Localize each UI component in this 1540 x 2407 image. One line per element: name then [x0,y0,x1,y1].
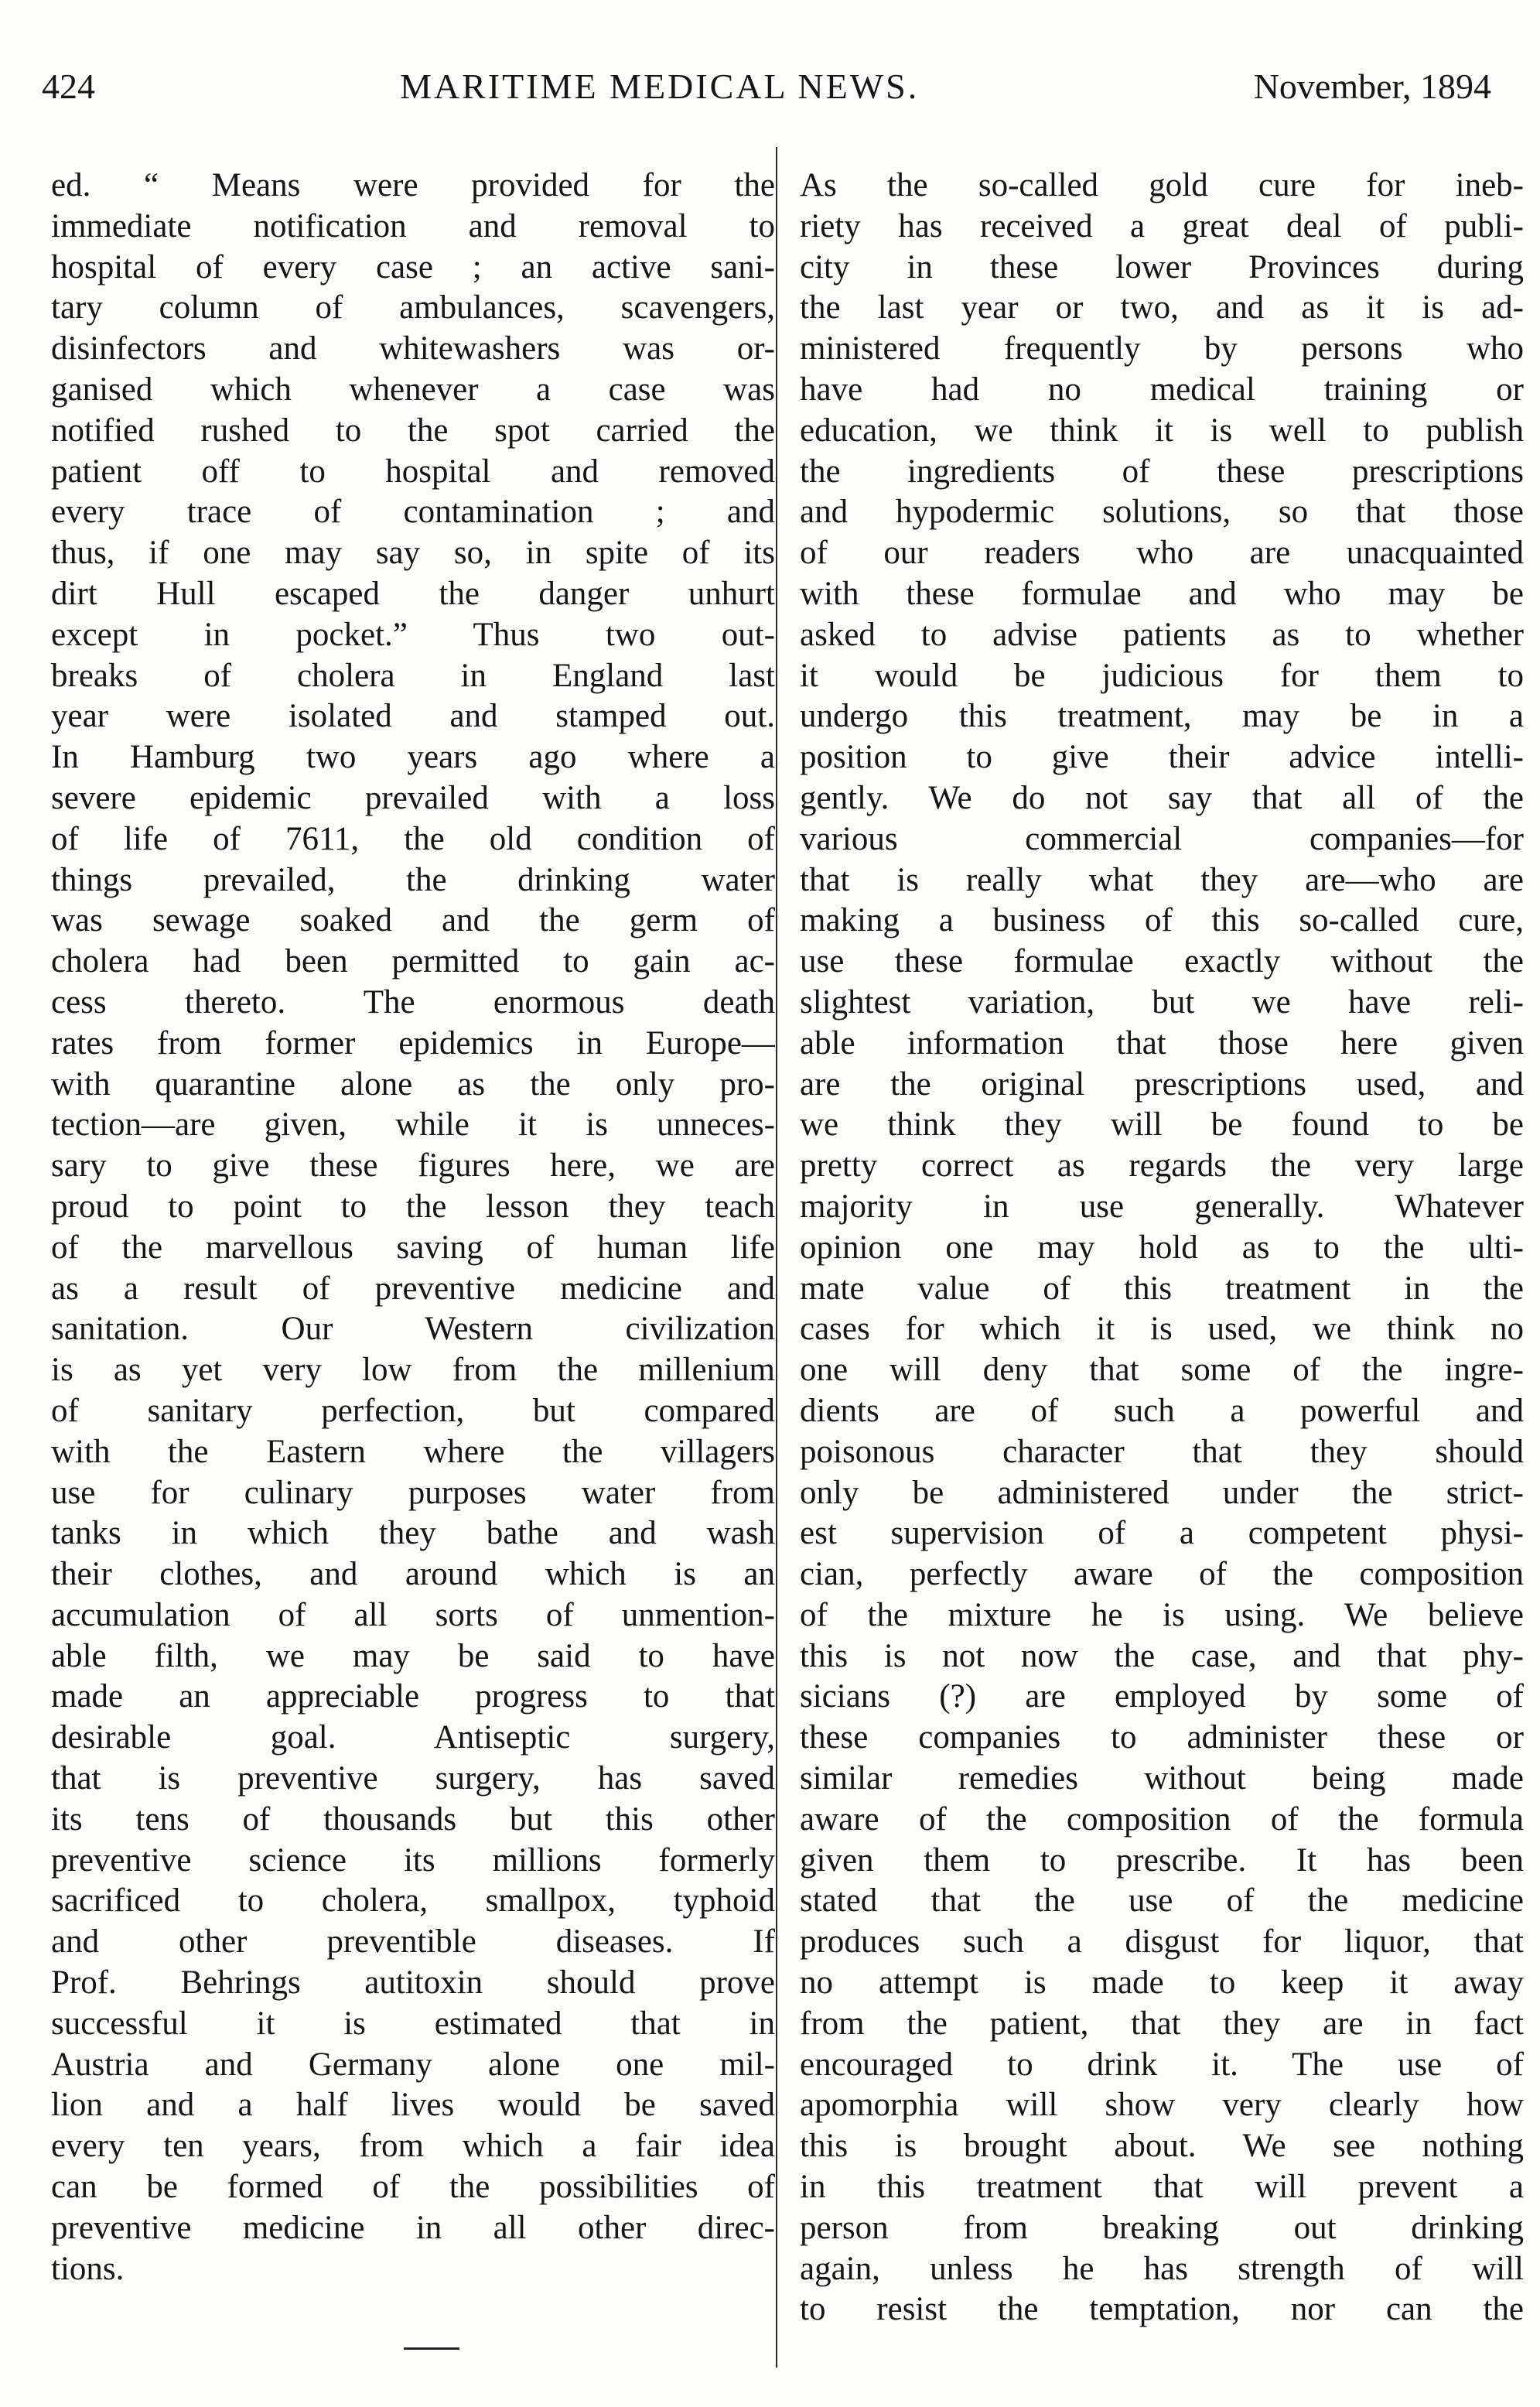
text-line: city in these lower Provinces during [800,248,1524,285]
text-line: from the patient, that they are in fact [800,2005,1524,2042]
text-line: one will deny that some of the ingre- [800,1352,1524,1389]
text-line: ministered frequently by persons who [800,330,1524,368]
text-line: thus, if one may say so, in spite of its [51,535,775,572]
text-line: of our readers who are unacquainted [800,535,1524,572]
text-line: breaks of cholera in England last [51,657,775,694]
page-number: 424 [42,67,95,106]
text-line: have had no medical training or [800,371,1524,408]
text-line: cases for which it is used, we think no [800,1311,1524,1348]
text-line: cess thereto. The enormous death [51,983,775,1021]
text-line: that is preventive surgery, has saved [51,1760,775,1797]
text-line: able filth, we may be said to have [51,1637,775,1674]
text-line: we think they will be found to be [800,1106,1524,1144]
text-line: various commercial companies—for [800,820,1524,857]
text-line: with quarantine alone as the only pro- [51,1065,775,1103]
text-line: made an appreciable progress to that [51,1678,775,1715]
text-line: able information that those here given [800,1024,1524,1062]
text-line: severe epidemic prevailed with a loss [51,779,775,816]
running-header [40,65,1494,119]
text-line: rates from former epidemics in Europe— [51,1024,775,1062]
text-line: year were isolated and stamped out. [51,698,775,735]
text-line: tanks in which they bathe and wash [51,1515,775,1552]
text-line: these companies to administer these or [800,1719,1524,1756]
text-line: aware of the composition of the formula [800,1800,1524,1838]
text-line: the ingredients of these prescriptions [800,453,1524,490]
text-line: In Hamburg two years ago where a [51,739,775,776]
text-line: produces such a disgust for liquor, that [800,1923,1524,1961]
text-line: this is not now the case, and that phy- [800,1637,1524,1674]
text-line: stated that the use of the medicine [800,1882,1524,1920]
text-line: use for culinary purposes water from [51,1474,775,1511]
text-line: immediate notification and removal to [51,207,775,244]
text-line: its tens of thousands but this other [51,1800,775,1838]
text-line: Austria and Germany alone one mil- [51,2046,775,2083]
text-line: preventive science its millions formerly [51,1841,775,1879]
text-line: tary column of ambulances, scavengers, [51,289,775,327]
text-line: of the marvellous saving of human life [51,1229,775,1266]
text-line: is as yet very low from the millenium [51,1352,775,1389]
text-line: As the so-called gold cure for ineb- [800,167,1524,203]
text-line: no attempt is made to keep it away [800,1964,1524,2002]
text-line: person from breaking out drinking [800,2209,1524,2246]
text-line: patient off to hospital and removed [51,453,775,490]
left-column [51,166,775,2347]
text-line: sicians (?) are employed by some of [800,1678,1524,1715]
section-end-rule [404,2347,459,2350]
text-line: with the Eastern where the villagers [51,1433,775,1470]
text-line: undergo this treatment, may be in a [800,698,1524,735]
text-line: are the original prescriptions used, and [800,1065,1524,1103]
column-divider [776,147,777,2368]
text-line: est supervision of a competent physi- [800,1515,1524,1552]
text-line: hospital of every case ; an active sani- [51,248,775,285]
text-line: of the mixture he is using. We believe [800,1596,1524,1633]
text-line: given them to prescribe. It has been [800,1841,1524,1879]
text-line: the last year or two, and as it is ad- [800,289,1524,327]
text-line: dirt Hull escaped the danger unhurt [51,575,775,612]
text-line: it would be judicious for them to [800,657,1524,694]
text-line: education, we think it is well to publish [800,412,1524,449]
text-line: can be formed of the possibilities of [51,2169,775,2206]
text-line: in this treatment that will prevent a [800,2169,1524,2206]
text-line: and other preventible diseases. If [51,1923,775,1961]
text-line: that is really what they are—who are [800,861,1524,898]
text-line: poisonous character that they should [800,1433,1524,1470]
text-line: similar remedies without being made [800,1760,1524,1797]
text-line: Prof. Behrings autitoxin should prove [51,1964,775,2002]
text-line: mate value of this treatment in the [800,1270,1524,1307]
text-line: riety has received a great deal of publi- [800,207,1524,244]
text-line: successful it is estimated that in [51,2005,775,2042]
text-line: dients are of such a powerful and [800,1392,1524,1429]
text-line: pretty correct as regards the very large [800,1147,1524,1185]
text-line: this is brought about. We see nothing [800,2128,1524,2165]
text-line: encouraged to drink it. The use of [800,2046,1524,2083]
text-line: every trace of contamination ; and [51,494,775,531]
text-line: preventive medicine in all other direc- [51,2209,775,2246]
text-line: lion and a half lives would be saved [51,2087,775,2124]
text-line: of life of 7611, the old condition of [51,820,775,857]
text-line: cian, perfectly aware of the composition [800,1556,1524,1593]
text-line: ed. “ Means were provided for the [51,167,775,203]
text-line: asked to advise patients as to whether [800,616,1524,653]
text-line: cholera had been permitted to gain ac- [51,943,775,980]
text-line: was sewage soaked and the germ of [51,902,775,939]
text-line: slightest variation, but we have reli- [800,983,1524,1021]
text-line: making a business of this so-called cure, [800,902,1524,939]
text-line: opinion one may hold as to the ulti- [800,1229,1524,1266]
text-line: apomorphia will show very clearly how [800,2087,1524,2124]
issue-date: November, 1894 [1253,67,1491,106]
text-line: only be administered under the strict- [800,1474,1524,1511]
text-line: with these formulae and who may be [800,575,1524,612]
journal-title: MARITIME MEDICAL NEWS. [400,67,920,106]
text-line: things prevailed, the drinking water [51,861,775,898]
text-line: tions. [51,2250,125,2287]
text-line: tection—are given, while it is unneces- [51,1106,775,1144]
text-line: sanitation. Our Western civilization [51,1311,775,1348]
text-line: sacrificed to cholera, smallpox, typhoid [51,1882,775,1920]
text-line: again, unless he has strength of will [800,2250,1524,2287]
text-line: notified rushed to the spot carried the [51,412,775,449]
text-line: disinfectors and whitewashers was or- [51,330,775,368]
text-line: ganised which whenever a case was [51,371,775,408]
text-line: use these formulae exactly without the [800,943,1524,980]
text-line: except in pocket.” Thus two out- [51,616,775,653]
text-line: sary to give these figures here, we are [51,1147,775,1185]
text-line: position to give their advice intelli- [800,739,1524,776]
text-line: as a result of preventive medicine and [51,1270,775,1307]
text-line: proud to point to the lesson they teach [51,1188,775,1225]
text-line: gently. We do not say that all of the [800,779,1524,816]
text-line: and hypodermic solutions, so that those [800,494,1524,531]
text-line: every ten years, from which a fair idea [51,2128,775,2165]
text-line: desirable goal. Antiseptic surgery, [51,1719,775,1756]
text-line: accumulation of all sorts of unmention- [51,1596,775,1633]
text-line: their clothes, and around which is an [51,1556,775,1593]
text-line: majority in use generally. Whatever [800,1188,1524,1225]
right-column [800,166,1524,2347]
text-line: to resist the temptation, nor can the [800,2291,1524,2328]
text-line: of sanitary perfection, but compared [51,1392,775,1429]
